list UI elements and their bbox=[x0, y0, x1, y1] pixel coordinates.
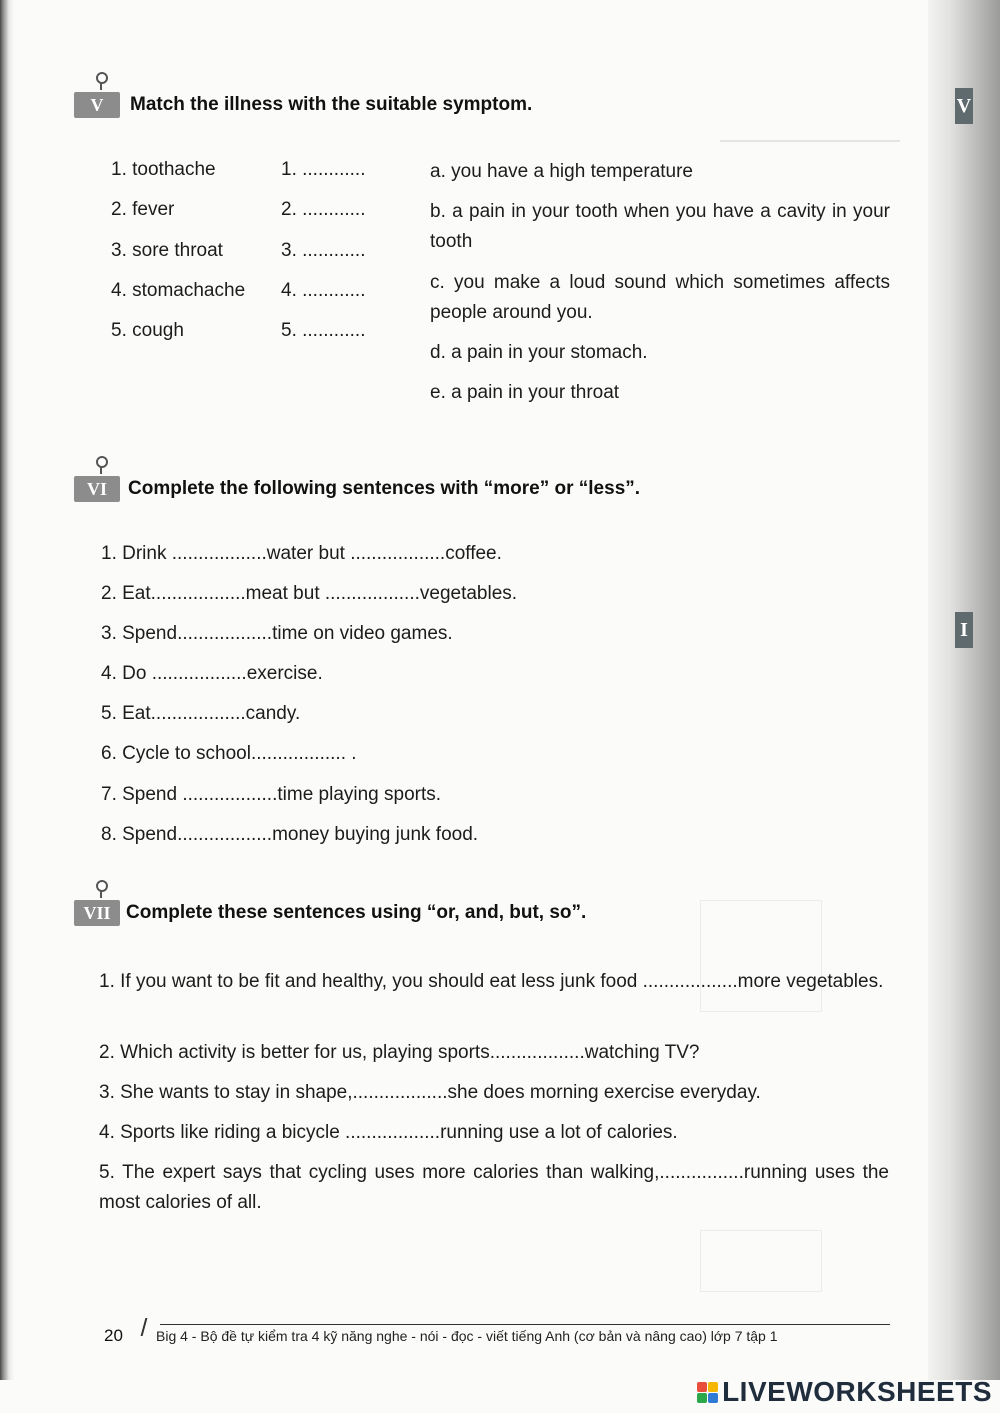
section-5-title: Match the illness with the suitable symptom. bbox=[130, 94, 533, 115]
logo-square bbox=[697, 1382, 707, 1392]
section-7-header bbox=[74, 896, 586, 930]
scan-right-strip bbox=[928, 0, 1000, 1380]
liveworksheets-logo[interactable] bbox=[697, 1376, 992, 1408]
section-6-header bbox=[74, 472, 640, 506]
book-title: Big 4 - Bộ đề tự kiểm tra 4 kỹ năng nghe - nói - đọc - viết tiếng Anh (cơ bản và nâng cao) lớp 7 tập 1 bbox=[156, 1328, 778, 1344]
liveworksheets-logo-icon bbox=[697, 1382, 718, 1403]
section-6-badge-label: VI bbox=[86, 479, 107, 499]
exercise-sentence[interactable]: 4. Sports like riding a bicycle ..................running use a lot of calories. bbox=[99, 1122, 678, 1143]
exercise-sentence[interactable]: 2. Which activity is better for us, playing sports..................watching TV? bbox=[99, 1042, 700, 1063]
answer-blank[interactable]: 4. ............ bbox=[281, 280, 366, 301]
section-7-title: Complete these sentences using “or, and, but, so”. bbox=[126, 902, 587, 923]
pin-icon bbox=[96, 456, 108, 468]
symptom-option: d. a pain in your stomach. bbox=[430, 342, 648, 363]
answer-blank[interactable]: 3. ............ bbox=[281, 240, 366, 261]
page-number: 20 bbox=[104, 1326, 123, 1345]
answer-blank[interactable]: 5. ............ bbox=[281, 320, 366, 341]
section-5-badge-label: V bbox=[90, 95, 104, 115]
symptom-option: e. a pain in your throat bbox=[430, 382, 620, 403]
exercise-sentence[interactable]: 2. Eat..................meat but ..................vegetables. bbox=[101, 583, 518, 604]
symptom-option: a. you have a high temperature bbox=[430, 161, 694, 182]
exercise-sentence[interactable]: 1. Drink ..................water but ..................coffee. bbox=[101, 543, 502, 564]
section-7-badge-label: VII bbox=[83, 903, 111, 923]
side-tab-middle: I bbox=[955, 612, 973, 648]
illness-item: 5. cough bbox=[111, 320, 184, 341]
illness-item: 4. stomachache bbox=[111, 280, 246, 301]
exercise-sentence[interactable]: 3. Spend..................time on video games. bbox=[101, 623, 453, 644]
section-5-header bbox=[74, 88, 532, 122]
scan-left-edge bbox=[0, 0, 14, 1380]
exercise-sentence[interactable]: 5. The expert says that cycling uses more calories than walking,................running uses the most calories of all. bbox=[99, 1162, 889, 1213]
section-6-badge bbox=[74, 476, 120, 502]
pin-icon bbox=[96, 880, 108, 892]
section-5-badge bbox=[74, 92, 120, 118]
side-tab-top: V bbox=[955, 88, 973, 124]
exercise-sentence[interactable]: 8. Spend..................money buying junk food. bbox=[101, 824, 479, 845]
exercise-sentence[interactable]: 6. Cycle to school.................. . bbox=[101, 743, 357, 764]
logo-square bbox=[697, 1393, 707, 1403]
symptom-option: b. a pain in your tooth when you have a cavity in your tooth bbox=[430, 201, 890, 252]
footer-divider bbox=[160, 1324, 890, 1325]
illness-item: 1. toothache bbox=[111, 159, 216, 180]
logo-square bbox=[708, 1393, 718, 1403]
exercise-sentence[interactable]: 7. Spend ..................time playing sports. bbox=[101, 784, 442, 805]
exercise-sentence[interactable]: 3. She wants to stay in shape,..................she does morning exercise everyday. bbox=[99, 1082, 761, 1103]
answer-blank[interactable]: 2. ............ bbox=[281, 199, 366, 220]
exercise-sentence[interactable]: 5. Eat..................candy. bbox=[101, 703, 301, 724]
liveworksheets-logo-text: LIVEWORKSHEETS bbox=[722, 1376, 992, 1407]
section-7-badge bbox=[74, 900, 120, 926]
section-6-title: Complete the following sentences with “more” or “less”. bbox=[128, 478, 641, 499]
exercise-sentence[interactable]: 4. Do ..................exercise. bbox=[101, 663, 323, 684]
illness-item: 2. fever bbox=[111, 199, 175, 220]
symptom-option: c. you make a loud sound which sometimes affects people around you. bbox=[430, 272, 890, 323]
bleed-through-mark bbox=[700, 1230, 822, 1292]
logo-square bbox=[708, 1382, 718, 1392]
answer-blank[interactable]: 1. ............ bbox=[281, 159, 366, 180]
illness-item: 3. sore throat bbox=[111, 240, 223, 261]
pin-icon bbox=[96, 72, 108, 84]
exercise-sentence[interactable]: 1. If you want to be fit and healthy, you should eat less junk food ..................more vegetables. bbox=[99, 971, 884, 992]
bleed-through-mark bbox=[720, 140, 900, 156]
